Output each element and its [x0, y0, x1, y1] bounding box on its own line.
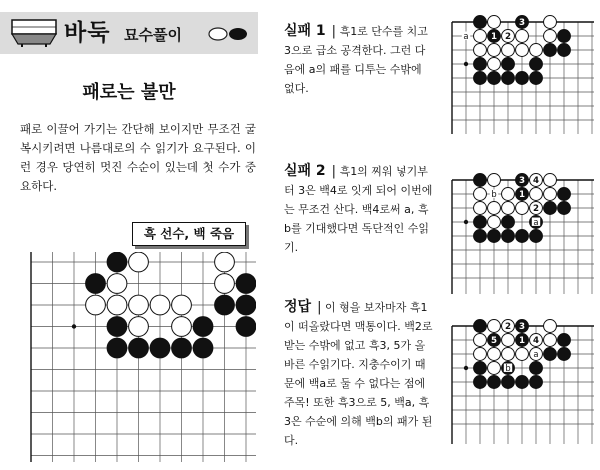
- white-stone: [502, 188, 515, 201]
- black-stone: [558, 334, 571, 347]
- black-stone: [193, 338, 213, 358]
- white-stone: [488, 216, 501, 229]
- black-stone: [236, 274, 256, 294]
- black-stone: [474, 320, 487, 333]
- white-stone: [129, 295, 149, 315]
- white-stone: [502, 348, 515, 361]
- intro-text: 패로 이끌어 가기는 간단해 보이지만 무조건 굴복시키려면 나름대로의 수 읽기가 요구된다. 이런 경우 당연히 멋진 수순이 있는데 첫 수가 중요하다.: [20, 122, 256, 193]
- stones-icon: [206, 22, 252, 44]
- white-stone: [544, 188, 557, 201]
- diagram-fail-1: [444, 14, 594, 134]
- black-stone: [215, 295, 235, 315]
- white-stone: [488, 320, 501, 333]
- black-stone: [502, 58, 515, 71]
- white-stone: [516, 348, 529, 361]
- white-stone: [86, 295, 106, 315]
- white-stone: [474, 188, 487, 201]
- black-stone: [474, 216, 487, 229]
- white-stone: [474, 44, 487, 57]
- black-stone: [474, 376, 487, 389]
- section-text: 흑1로 단수를 치고 3으로 급소 공격한다. 그런 다음에 a의 패를 디투는 수밖에 없다.: [284, 25, 428, 95]
- black-stone: [193, 317, 213, 337]
- black-stone: [474, 58, 487, 71]
- black-stone: [236, 295, 256, 315]
- black-stone: [502, 72, 515, 85]
- black-stone: [516, 72, 529, 85]
- black-stone: [474, 16, 487, 29]
- point-letter-label: b: [505, 362, 511, 373]
- stone-move-label: 4: [532, 335, 540, 346]
- black-stone: [502, 216, 515, 229]
- white-stone: [488, 174, 501, 187]
- point-letter-label: a: [533, 348, 539, 359]
- black-stone: [530, 72, 543, 85]
- black-stone: [558, 30, 571, 43]
- white-stone: [502, 334, 515, 347]
- black-stone: [544, 348, 557, 361]
- stone-move-label: 2: [532, 203, 540, 214]
- black-stone: [236, 317, 256, 337]
- black-stone: [86, 274, 106, 294]
- section-answer: 정답 | 이 형을 보자마자 흑1이 떠올랐다면 맥통이다. 백2로 받는 수밖에 없고 흑3, 5가 올바른 수읽기다. 지충수이기 때문에 백a로 둘 수 없다는 점에 주목! 또한 흑3으로 5, 백a, 흑3은 수순에 의해 백b의 패가 된다.: [284, 299, 433, 447]
- black-stone: [502, 230, 515, 243]
- stone-move-label: 3: [518, 175, 526, 186]
- white-stone: [544, 174, 557, 187]
- stone-move-label: 3: [518, 17, 526, 28]
- white-stone: [474, 30, 487, 43]
- diagram-fail-2: [444, 172, 594, 294]
- white-stone: [488, 44, 501, 57]
- white-stone: [530, 44, 543, 57]
- white-stone: [530, 188, 543, 201]
- black-stone: [516, 376, 529, 389]
- point-letter-label: b: [491, 188, 497, 199]
- white-stone: [150, 295, 170, 315]
- black-stone: [107, 338, 127, 358]
- main-title: 패로는 불만: [82, 82, 176, 103]
- black-stone: [488, 376, 501, 389]
- black-stone: [530, 230, 543, 243]
- stone-move-label: 5: [490, 335, 498, 346]
- section-fail-1: 실패 1 | 흑1로 단수를 치고 3으로 급소 공격한다. 그런 다음에 a의 패를 디투는 수밖에 없다.: [284, 23, 428, 95]
- stone-move-label: 2: [504, 321, 512, 332]
- section-fail-2: 실패 2 | 흑1의 찌워 넣기부터 3은 백4로 잇게 되어 이번에는 무조건 산다. 백4로써 a, 흑b를 기대했다면 독단적인 수읽기.: [284, 163, 433, 254]
- black-stone: [530, 376, 543, 389]
- white-stone: [488, 362, 501, 375]
- white-stone: [516, 30, 529, 43]
- black-stone: [516, 230, 529, 243]
- black-stone: [530, 362, 543, 375]
- diagram-answer: [444, 318, 594, 444]
- stone-move-label: 4: [532, 175, 540, 186]
- point-letter-label: a: [463, 30, 469, 41]
- black-stone: [544, 44, 557, 57]
- section-heading: 실패 2: [284, 163, 326, 179]
- white-stone: [544, 16, 557, 29]
- section-heading: 실패 1: [284, 23, 326, 39]
- black-stone: [502, 376, 515, 389]
- white-stone: [502, 44, 515, 57]
- black-stone: [474, 230, 487, 243]
- white-stone: [488, 348, 501, 361]
- white-stone: [488, 16, 501, 29]
- black-stone: [172, 338, 192, 358]
- black-stone: [488, 72, 501, 85]
- black-stone: [558, 188, 571, 201]
- black-stone: [474, 72, 487, 85]
- problem-caption: 흑 선수, 백 죽음: [132, 222, 246, 246]
- white-stone: [488, 202, 501, 215]
- white-stone: [129, 252, 149, 272]
- white-stone: [474, 334, 487, 347]
- white-stone: [544, 320, 557, 333]
- stone-move-label: 1: [518, 335, 526, 346]
- white-stone: [544, 30, 557, 43]
- white-stone: [172, 295, 192, 315]
- stone-move-label: 3: [518, 321, 526, 332]
- white-stone: [172, 317, 192, 337]
- black-stone: [558, 348, 571, 361]
- stone-move-label: 1: [490, 31, 498, 42]
- column-title: 바둑: [64, 20, 111, 46]
- point-letter-label: a: [533, 216, 539, 227]
- section-heading: 정답: [284, 299, 312, 315]
- black-stone: [150, 338, 170, 358]
- white-stone: [474, 202, 487, 215]
- white-stone: [215, 274, 235, 294]
- black-stone: [107, 252, 127, 272]
- section-text: 흑1의 찌워 넣기부터 3은 백4로 잇게 되어 이번에는 무조건 산다. 백4로써 a, 흑b를 기대했다면 독단적인 수읽기.: [284, 165, 433, 254]
- black-stone: [558, 202, 571, 215]
- white-stone: [516, 202, 529, 215]
- black-stone: [558, 44, 571, 57]
- black-stone: [129, 338, 149, 358]
- white-stone: [107, 274, 127, 294]
- white-stone: [544, 334, 557, 347]
- white-stone: [502, 202, 515, 215]
- black-stone: [474, 362, 487, 375]
- black-stone: [530, 58, 543, 71]
- white-stone: [129, 317, 149, 337]
- section-text: 이 형을 보자마자 흑1이 떠올랐다면 맥통이다. 백2로 받는 수밖에 없고 흑3, 5가 올바른 수읽기다. 지충수이기 때문에 백a로 둘 수 없다는 점에 주목! 또한 흑3으로 5, 백a, 흑3은 수순에 의해 백b의 패가 된다.: [284, 301, 433, 447]
- column-subtitle: 묘수풀이: [124, 26, 182, 44]
- stone-move-label: 2: [504, 31, 512, 42]
- black-stone: [488, 230, 501, 243]
- white-stone: [215, 252, 235, 272]
- black-stone: [107, 317, 127, 337]
- white-stone: [488, 58, 501, 71]
- white-stone: [107, 295, 127, 315]
- stone-move-label: 1: [518, 189, 526, 200]
- black-stone: [544, 202, 557, 215]
- white-stone: [516, 44, 529, 57]
- problem-board: [20, 252, 256, 462]
- white-stone: [474, 348, 487, 361]
- go-board-logo-icon: [10, 18, 58, 48]
- black-stone: [474, 174, 487, 187]
